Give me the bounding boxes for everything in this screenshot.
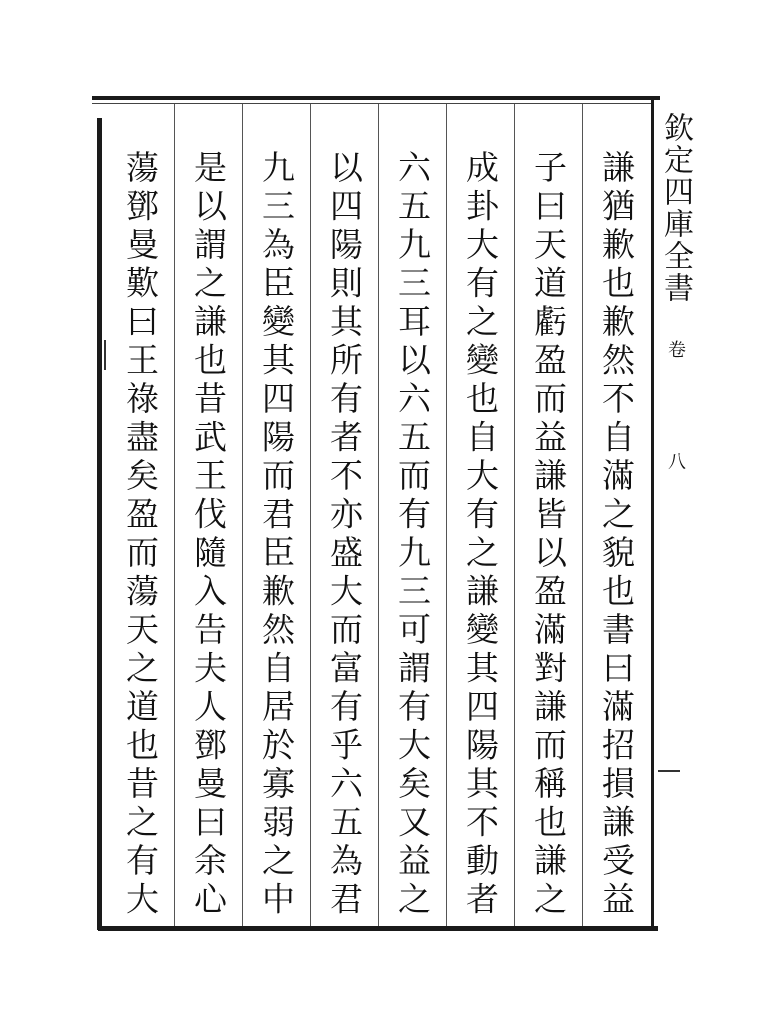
- volume-label: 卷: [665, 340, 686, 358]
- text-column: 蕩鄧曼歎曰王祿盡矣盈而蕩天之道也昔之有大: [121, 150, 160, 920]
- column-rule: [310, 104, 311, 926]
- column-rule: [174, 104, 175, 926]
- frame-left-mark: [104, 340, 106, 370]
- column-rule: [378, 104, 379, 926]
- page-margin: [658, 112, 692, 912]
- text-column: 六五九三耳以六五而有九三可謂有大矣又益之: [393, 150, 432, 920]
- frame-top-inner-border: [92, 103, 652, 104]
- column-rule: [582, 104, 583, 926]
- frame-left-border: [97, 118, 102, 930]
- frame-top-border: [92, 96, 660, 100]
- text-column: 是以謂之謙也昔武王伐隨入告夫人鄧曼曰余心: [189, 150, 228, 920]
- book-title: 欽定四庫全書: [658, 112, 693, 304]
- column-rule: [514, 104, 515, 926]
- frame-right-border: [651, 100, 654, 930]
- leaf-number: 八: [665, 452, 686, 470]
- text-column: 成卦大有之變也自大有之謙變其四陽其不動者: [461, 150, 500, 920]
- column-rule: [242, 104, 243, 926]
- text-column: 九三為臣變其四陽而君臣歉然自居於寡弱之中: [257, 150, 296, 920]
- frame-bottom-border: [98, 926, 658, 931]
- margin-tick: [658, 770, 680, 772]
- text-column: 子曰天道虧盈而益謙皆以盈滿對謙而稱也謙之: [529, 150, 568, 920]
- text-column: 謙猶歉也歉然不自滿之貌也書曰滿招損謙受益: [597, 150, 636, 920]
- column-rule: [446, 104, 447, 926]
- text-column: 以四陽則其所有者不亦盛大而富有乎六五為君: [325, 150, 364, 920]
